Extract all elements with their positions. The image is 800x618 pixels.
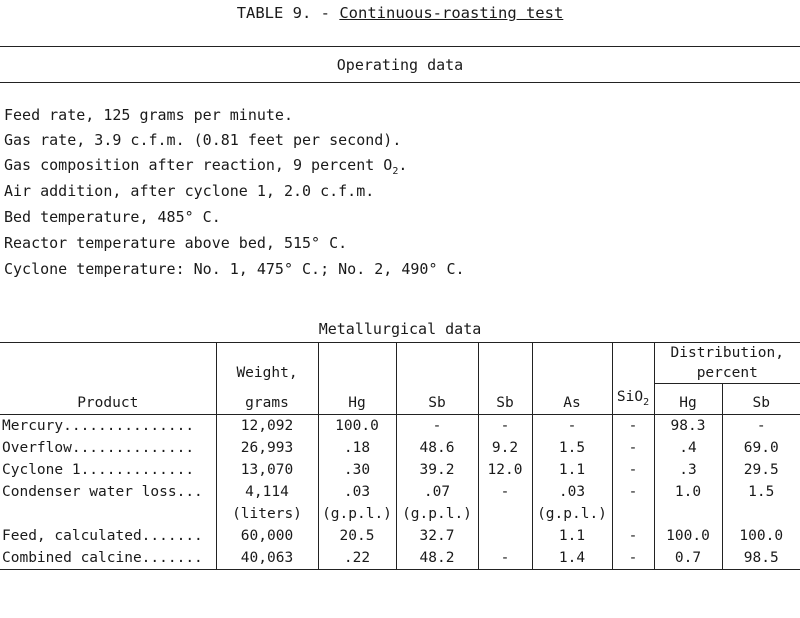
sb-column-header: Sb [396, 384, 478, 415]
operating-data-heading: Operating data [336, 56, 464, 74]
sb2-cell [478, 525, 532, 547]
hg-cell: .30 [318, 459, 396, 481]
sb-cell: - [396, 415, 478, 438]
hg-cell: .03 [318, 481, 396, 503]
dist-sb-cell: 98.5 [722, 547, 800, 570]
sb-cell: 32.7 [396, 525, 478, 547]
distribution-header [654, 343, 800, 364]
hg-cell: .18 [318, 437, 396, 459]
dist-sb-cell: 100.0 [722, 525, 800, 547]
as-cell: (g.p.l.) [532, 503, 612, 525]
sio2-cell: - [612, 459, 654, 481]
operating-line-reactor-temperature: Reactor temperature above bed, 515° C. [4, 234, 348, 252]
sb2-cell: 9.2 [478, 437, 532, 459]
dist-sb-column-header: Sb [722, 384, 800, 415]
table-title-subject: Continuous-roasting test [339, 4, 564, 22]
sio2-cell: - [612, 481, 654, 503]
distribution-header-line1: Distribution, [670, 345, 784, 361]
table-title-prefix: TABLE 9. - [236, 4, 340, 22]
weight-column-header: grams [216, 384, 318, 415]
top-rule [0, 46, 800, 47]
header-spacer-sb [396, 343, 478, 364]
sio2-cell: - [612, 415, 654, 438]
table-row [0, 547, 800, 570]
product-cell: Cyclone 1............. [2, 462, 195, 478]
sb-cell: 48.2 [396, 547, 478, 570]
product-cell: Mercury............... [2, 418, 195, 434]
table-row [0, 415, 800, 438]
header-spacer-sio2-2 [612, 363, 654, 384]
table-row [0, 437, 800, 459]
as-column-header: As [532, 384, 612, 415]
sio2-base: SiO [616, 389, 644, 406]
operating-line-air-addition: Air addition, after cyclone 1, 2.0 c.f.m. [4, 182, 375, 200]
dist-sb-cell: 1.5 [722, 481, 800, 503]
distribution-header-line2: percent [654, 363, 800, 384]
operating-line-cyclone-temperature: Cyclone temperature: No. 1, 475° C.; No. 2, 490° C. [4, 260, 465, 278]
sb2-cell: - [478, 547, 532, 570]
sb-cell: 48.6 [396, 437, 478, 459]
header-spacer-weight [216, 343, 318, 364]
sio2-subscript: 2 [643, 397, 650, 408]
operating-line-gas-rate: Gas rate, 3.9 c.f.m. (0.81 feet per second). [4, 131, 402, 149]
sb-cell: 39.2 [396, 459, 478, 481]
metallurgical-table-body [0, 415, 800, 570]
table-row [0, 503, 800, 525]
product-cell [0, 503, 216, 525]
sb2-cell: 12.0 [478, 459, 532, 481]
as-cell: 1.5 [532, 437, 612, 459]
as-cell: - [532, 415, 612, 438]
sb2-cell [478, 503, 532, 525]
sb-cell: (g.p.l.) [396, 503, 478, 525]
dist-hg-cell: .4 [654, 437, 722, 459]
gas-composition-text: Gas composition after reaction, 9 percent O [4, 156, 393, 174]
dist-hg-cell: 0.7 [654, 547, 722, 570]
header-spacer-hg-2 [318, 363, 396, 384]
header-spacer-as [532, 343, 612, 364]
weight-header-line1: Weight, [216, 363, 318, 384]
dist-sb-cell: - [722, 415, 800, 438]
dist-hg-cell: 1.0 [654, 481, 722, 503]
hg-cell: 20.5 [318, 525, 396, 547]
product-column-header: Product [0, 384, 216, 415]
operating-line-gas-composition [4, 156, 407, 177]
hg-cell: .22 [318, 547, 396, 570]
header-spacer-sb2-2 [478, 363, 532, 384]
product-cell: Feed, calculated....... [2, 528, 203, 544]
weight-cell: 40,063 [216, 547, 318, 570]
dist-hg-cell: 100.0 [654, 525, 722, 547]
hg-cell: 100.0 [318, 415, 396, 438]
dist-hg-cell: 98.3 [654, 415, 722, 438]
sio2-cell: - [612, 525, 654, 547]
header-spacer-as-2 [532, 363, 612, 384]
dist-sb-cell: 69.0 [722, 437, 800, 459]
table-row [0, 459, 800, 481]
operating-heading-rule [0, 82, 800, 83]
gas-composition-period: . [398, 156, 408, 174]
header-spacer-product-2 [0, 363, 216, 384]
header-spacer-product [0, 343, 216, 364]
header-spacer-sio2 [612, 343, 654, 364]
as-cell: 1.4 [532, 547, 612, 570]
product-cell: Overflow.............. [2, 440, 195, 456]
header-spacer-sb-2 [396, 363, 478, 384]
metallurgical-data-heading: Metallurgical data [318, 320, 482, 338]
dist-hg-cell: .3 [654, 459, 722, 481]
weight-cell: 60,000 [216, 525, 318, 547]
as-cell: 1.1 [532, 525, 612, 547]
sio2-cell [612, 503, 654, 525]
header-spacer-hg [318, 343, 396, 364]
table-row [0, 525, 800, 547]
operating-line-bed-temperature: Bed temperature, 485° C. [4, 208, 221, 226]
o2-subscript: 2 [392, 166, 399, 177]
table-row [0, 481, 800, 503]
as-cell: .03 [532, 481, 612, 503]
sb2-cell: - [478, 481, 532, 503]
sio2-cell: - [612, 547, 654, 570]
header-spacer-sb2 [478, 343, 532, 364]
product-cell: Combined calcine....... [0, 547, 216, 570]
sio2-cell: - [612, 437, 654, 459]
weight-cell: 4,114 [216, 481, 318, 503]
hg-column-header: Hg [318, 384, 396, 415]
dist-sb-cell [722, 503, 800, 525]
hg-cell: (g.p.l.) [318, 503, 396, 525]
table-title [0, 4, 800, 22]
sb2-cell: - [478, 415, 532, 438]
weight-cell: (liters) [216, 503, 318, 525]
product-cell: Condenser water loss... [2, 484, 203, 500]
sb-cell: .07 [396, 481, 478, 503]
metallurgical-table [0, 342, 800, 570]
sio2-column-header [612, 384, 654, 415]
sb2-column-header: Sb [478, 384, 532, 415]
weight-cell: 26,993 [216, 437, 318, 459]
operating-line-feed-rate: Feed rate, 125 grams per minute. [4, 106, 293, 124]
weight-cell: 12,092 [216, 415, 318, 438]
dist-hg-column-header: Hg [654, 384, 722, 415]
dist-hg-cell [654, 503, 722, 525]
weight-cell: 13,070 [216, 459, 318, 481]
as-cell: 1.1 [532, 459, 612, 481]
dist-sb-cell: 29.5 [722, 459, 800, 481]
